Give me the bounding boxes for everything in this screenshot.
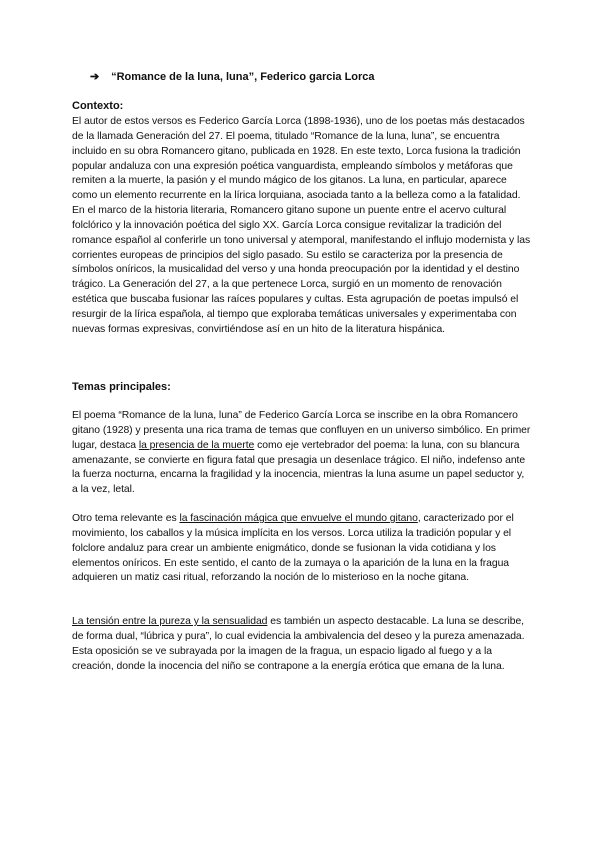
themes-paragraph-2 — [72, 512, 532, 586]
p3-text-b: es también un aspecto destacable. La luna se describe, de forma dual, “lúbrica y pura”, lo cual evidencia la ambivalencia del deseo y la pureza amenazada. Esta oposición se ve subrayada por la imagen de la fragua, un espacio ligado al fuego y a la creación, donde la inocencia del niño se contrapone a la energía erótica que emana de la luna. — [72, 616, 525, 672]
context-heading: Contexto: — [72, 100, 124, 112]
p1-text-a: El poema “Romance de la luna, luna” de Federico García Lorca se inscribe en la obra Romancero gitano (1928) y presenta una rica trama de temas que confluyen en un universo simbólico. En primer lugar, destaca — [72, 410, 531, 451]
themes-heading: Temas principales: — [72, 381, 171, 393]
themes-paragraph-1 — [72, 409, 532, 498]
p2-underlined-phrase: la fascinación mágica que envuelve el mundo gitano — [179, 513, 418, 524]
p1-text-b: como eje vertebrador del poema: la luna, con su blancura amenazante, se convierte en figura fatal que presagia un desenlace trágico. El niño, indefenso ante la fuerza nocturna, encarna la fragilidad y la inocencia, mientras la luna asume un papel seductor y, a la vez, letal. — [72, 439, 526, 496]
arrow-icon: ➔ — [90, 71, 100, 83]
p2-text-b: , caracterizado por el movimiento, los caballos y la música implícita en los versos. Lorca utiliza la tradición popular y el folclore andaluz para crear un ambiente enigmático, donde se fusionan la vida cotidiana y los elementos oníricos. En este sentido, el canto de la zumaya o la aparición de la luna en la fragua adquieren un matiz casi ritual, reforzando la noción de lo misterioso en la noche gitana. — [72, 513, 514, 584]
document-title: “Romance de la luna, luna”, Federico garcia Lorca — [111, 71, 375, 83]
p3-underlined-phrase: La tensión entre la pureza y la sensualidad — [72, 616, 268, 627]
p2-text-a: Otro tema relevante es — [72, 513, 180, 524]
document-title-row — [90, 70, 375, 83]
context-text: El autor de estos versos es Federico García Lorca (1898-1936), uno de los poetas más destacados de la llamada Generación del 27. El poema, titulado “Romance de la luna, luna”, se encuentra incluido en su obra Romancero gitano, publicada en 1928. En este texto, Lorca fusiona la tradición popular andaluza con una expresión poética vanguardista, empleando símbolos y metáforas que remiten a la muerte, la pasión y el mundo mágico de los gitanos. La luna, en particular, aparece como un elemento recurrente en la lírica lorquiana, asociada tanto a la belleza como a la fatalidad. En el marco de la historia literaria, Romancero gitano supone un puente entre el acervo cultural folclórico y la innovación poética del siglo XX. García Lorca consigue revitalizar la tradición del romance español al conferirle un tono universal y atemporal, manifestando el influjo modernista y las corrientes europeas de principios del siglo pasado. Su estilo se caracteriza por la presencia de símbolos oníricos, la musicalidad del verso y una honda preocupación por la identidad y el destino trágico. La Generación del 27, a la que pertenece Lorca, surgió en un momento de renovación estética que buscaba fusionar las raíces populares y cultas. Esta agrupación de poetas impulsó el resurgir de la lírica española, al tiempo que exploraba temáticas universales y experimentaba con nuevas formas expresivas, convirtiéndose así en un hito de la literatura hispánica. — [72, 116, 531, 335]
themes-paragraph-3 — [72, 615, 532, 674]
context-paragraph — [72, 115, 532, 338]
p1-underlined-phrase: la presencia de la muerte — [138, 439, 255, 451]
